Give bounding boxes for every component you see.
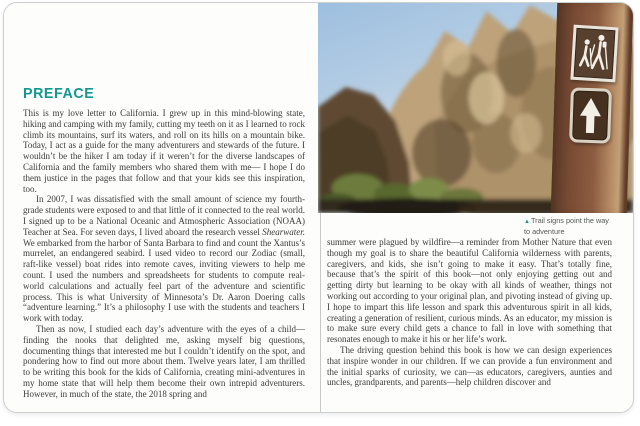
paragraph-text: In 2007, I was dissatisfied with the small amount of science my fourth-grade students were exposed to and that little of it connected to the real world. I signed up to be a National Oceanic and Atmospheric Association (NOAA) Teacher at Sea. For seven days, I lived aboard the research vessel xyxy=(23,194,305,237)
paragraph-text: We embarked from the harbor of Santa Barbara to find and count the Xantus’s murrelet, an endangered seabird. I used video to record our Zodiac (small, raft-like vessel) boat rides into remote caves, inviting viewers to help me count. I used the numbers and spreadsheets for students to compute real-world calculations and actually feel part of the adventure and scientific process. This is what University of Minnesota’s Dr. Aaron Doering calls “adventure learning.” It’s a philosophy I use with the students and teachers I work with today. xyxy=(23,237,305,324)
caption-marker-icon: ▲ xyxy=(524,219,530,225)
caption-text: Trail signs point the way to adventure xyxy=(524,216,609,237)
up-arrow-sign xyxy=(569,87,612,143)
photo-caption xyxy=(524,216,610,237)
body-paragraph: This is my love letter to California. I grew up in this mind-blowing state, hiking and camping with my family, cutting my teeth on it as I learned to rock climb its mountains, surf its waters, and roll on its hills on a mountain bike. Today, I act as a guide for the many adventurers and stewards of the future. I wouldn’t be the hiker I am today if it weren’t for the diverse landscapes of California and the family members who shared them with me— I hope I do them justice in the pages that follow and that your kids see this inspiration, too. xyxy=(23,108,305,194)
left-page-text xyxy=(23,108,305,400)
hikers-icon xyxy=(574,28,616,79)
trail-photo xyxy=(318,3,633,213)
preface-heading: PREFACE xyxy=(23,85,95,102)
body-paragraph: summer were plagued by wildfire—a reminder from Mother Nature that even though my goal is to share the beautiful California wilderness with parents, caregivers, and kids, she isn’t going to make it easy. That’s totally fine, because that’s the spirit of this book—not only enjoying getting out and getting dirty but learning to be okay with all kinds of weather, things not working out according to your original plan, and pivoting instead of giving up. I hope to impart this life lesson and spark this adventurous spirit in all kids, creating a generation of resilient, curious minds. As an educator, my mission is to make sure every child gets a chance to fall in love with something that resonates enough to make it his or her life’s work. xyxy=(327,237,612,345)
body-paragraph xyxy=(23,194,305,324)
body-paragraph: The driving question behind this book is how we can design experiences that inspire wonder in our children. If we can provide a fun environment and the initial sparks of curiosity, we can—as educators, caregivers, aunties and uncles, grandparents, and parents—help children discover and xyxy=(327,344,612,388)
body-paragraph: Then as now, I studied each day’s adventure with the eyes of a child—finding the nooks that delighted me, asking myself big questions, documenting things that interested me but I couldn’t identify on the spot, and pondering how to find out more about them. Twelve years later, I am thrilled to be writing this book for the kids of California, creating mini-adventures in my home state that will help them become their own intrepid adventurers. However, in much of the state, the 2018 spring and xyxy=(23,323,305,399)
hikers-sign xyxy=(570,25,618,83)
book-spread xyxy=(3,2,634,413)
up-arrow-icon xyxy=(572,90,609,140)
vessel-name: Shearwater. xyxy=(262,226,305,237)
right-page-text xyxy=(327,237,612,388)
